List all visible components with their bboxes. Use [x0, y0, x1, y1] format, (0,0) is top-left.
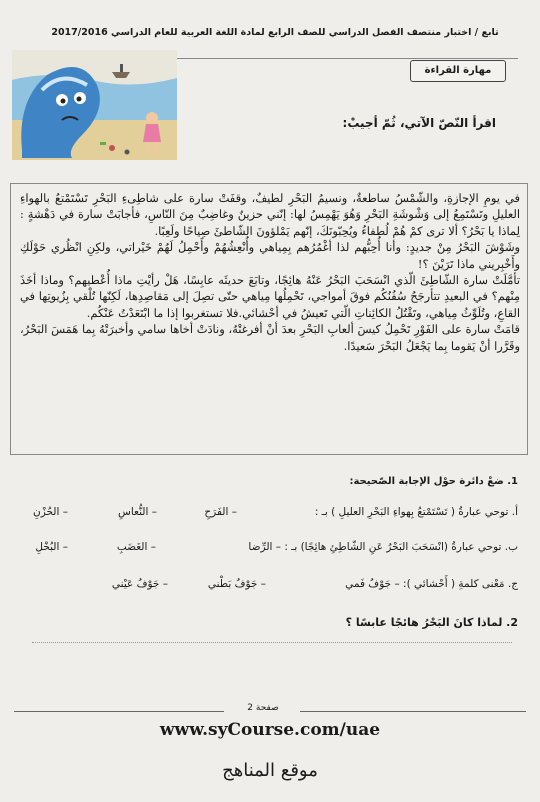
answer-option[interactable]: – الحُزْنِ [33, 506, 68, 518]
site-name-watermark: موقع المناهج [222, 760, 318, 781]
passage-paragraph: وشَوْشَ البَحْرُ مِنْ جديدٍ: وأنا أُحِبُّهم لذا أغْمُرُهم بِمِياهي وأُنْعِشُهُمْ وأَحْمِلُ لَهُمْ خَيْراتي، ولكِنِ انْظُري حَوْلَكِ وأَخْبِريني ماذا تَرَيْنَ ؟! [20, 240, 520, 271]
exam-header-title: تابع / اختبار منتصف الفصل الدراسي للصف الرابع لمادة اللغة العربية للعام الدراسي 2017/2016 [51, 27, 499, 38]
passage-paragraph: في يومِ الإجازةِ، والشّمْسُ ساطعةٌ، ونسيمُ البَحْرِ لطيفٌ، وقفَتْ سارة على شاطِىءِ البَحْرِ تَسْتَمْتعُ بالهواءِ العليلِ وتَسْتَمِعُ إلى وَشْوشَةِ البَحْرِ وَهُوَ يَهْمِسُ لها: إنّني حزينٌ وغاضِبٌ مِنَ النّاسِ، فأجابَتْ سارة في دَهْشةٍ : لِماذا يا بَحْرُ؟ ألا ترى كمْ هُمْ لُطفاءُ ويُحِبّونَكَ، إنّهم يَمْلؤونَ الشّاطئَ صِياحًا ولَعِبًا. [20, 191, 520, 238]
item-stem: ب. توحي عبارةُ (انْسَحَبَ البَحْرُ عَنِ الشّاطِئِ هائِجًا) بـ : – الرِّضا [248, 541, 518, 553]
answer-option[interactable]: – جَوْفُ بَطْني [207, 578, 266, 590]
reading-passage [20, 190, 520, 354]
passage-paragraph: قامَتْ سارة على الفَوْرِ تَحْمِلُ كيسَ ألعابِ البَحْرِ بعدَ أنْ أفرغتْهُ، ونادَتْ أخاها سامي وأخبرَتْهُ بِما هَمَسَ البَحْرُ، وقَرَّرا أنْ يَقوما بِما يَجْعَلُ البَحْرَ سَعيدًا. [20, 322, 520, 353]
question-1-item-b [10, 541, 530, 559]
sea-illustration [12, 50, 177, 160]
reading-instruction: اقرأ النّصّ الآتي، ثُمّ أجيبْ: [342, 116, 496, 130]
answer-option[interactable]: – جَوْفُ عَيْني [111, 578, 168, 590]
footer-divider-right [300, 711, 526, 712]
answer-option[interactable]: – النُّعاسِ [118, 506, 157, 518]
question-1-item-c [10, 578, 530, 596]
footer-divider-left [14, 711, 224, 712]
answer-line[interactable] [32, 642, 512, 643]
page-number: صفحة 2 [228, 703, 298, 713]
question-1-item-a [10, 506, 530, 524]
question-1-heading: 1. ضعْ دائرة حوْل الإجابة الصّحيحة: [349, 476, 518, 487]
passage-paragraph: تأمَّلَتْ سارة الشّاطِئَ الّذي انْسَحَبَ البَحْرُ عَنْهُ هائِجًا، وتابَعَ حديثَه عابِسًا، هَلْ رأيْتِ ماذا أُعْطيهم؟ وماذا أخَذَ مِنْهم؟ في البعيدِ تتأرجَحُ سُفُنُكُم فوقَ أمواجي، تَحْمِلُها مِياهي حتّى تصِلَ إلى مَقاصِدِها، لَكِنّها تُلْقي بِزُيوتِها في القاعِ، وتُلَوِّثُ مِياهي، وتَقْتُلُ الكائِناتِ الّتي تَعيشُ في أحْشائي.فلا تستغربوا إذا ما ابْتَعَدْتُ عَنْكُم. [20, 273, 520, 320]
question-2: 2. لماذا كانَ البَحْرُ هائجًا عابسًا ؟ [345, 616, 518, 629]
answer-option[interactable]: – الغَضَبِ [116, 541, 156, 553]
item-stem: ج. مَعْنى كلمةِ ( أَحْشائي ): – جَوْفُ فَمي [345, 578, 518, 590]
site-url-watermark: www.syCourse.com/uae [159, 720, 381, 740]
section-tag: مهارة القراءة [410, 60, 506, 82]
answer-option[interactable]: – البُخْلِ [35, 541, 68, 553]
answer-option[interactable]: – الفَرَحِ [204, 506, 237, 518]
item-stem: أ. توحي عبارةُ ( تَسْتَمْتعُ بِهواءِ البَحْرِ العليلِ ) بـ : [314, 506, 518, 518]
